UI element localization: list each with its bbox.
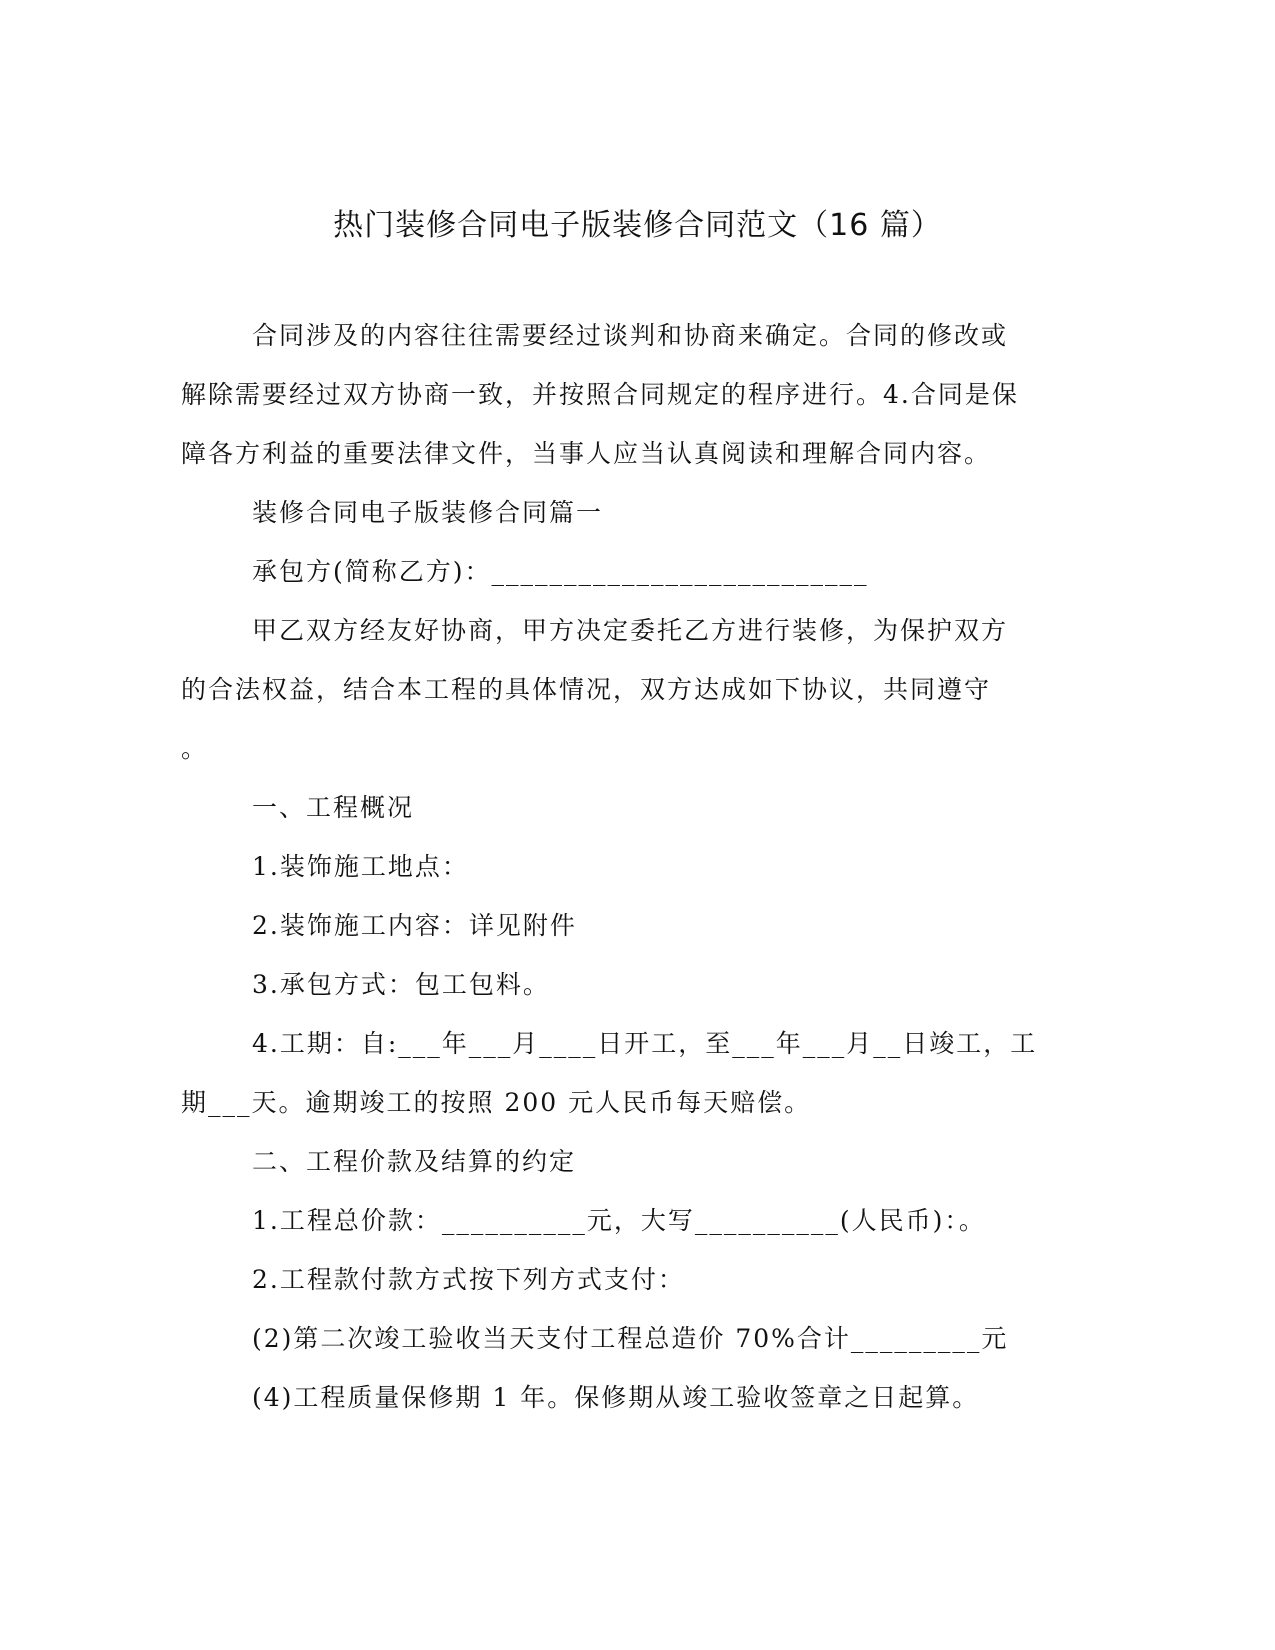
list-item: (2)第二次竣工验收当天支付工程总造价 70%合计_________元 bbox=[252, 1324, 1009, 1353]
list-item: (4)工程质量保修期 1 年。保修期从竣工验收签章之日起算。 bbox=[252, 1383, 980, 1412]
paragraph-line: 障各方利益的重要法律文件，当事人应当认真阅读和理解合同内容。 bbox=[181, 439, 992, 468]
paragraph-line: 期___天。逾期竣工的按照 200 元人民币每天赔偿。 bbox=[181, 1088, 812, 1117]
paragraph-line: 承包方(简称乙方)：__________________________ bbox=[252, 557, 869, 586]
paragraph-line: 解除需要经过双方协商一致，并按照合同规定的程序进行。4.合同是保 bbox=[181, 380, 1019, 409]
list-item: 2.装饰施工内容：详见附件 bbox=[252, 911, 577, 940]
section-heading: 一、工程概况 bbox=[252, 793, 415, 822]
paragraph-line: 合同涉及的内容往往需要经过谈判和协商来确定。合同的修改或 bbox=[252, 321, 1009, 350]
list-item: 1.装饰施工地点： bbox=[252, 852, 469, 881]
list-item: 4.工期：自:___年___月____日开工，至___年___月__日竣工，工 bbox=[252, 1029, 1038, 1058]
section-heading: 二、工程价款及结算的约定 bbox=[252, 1147, 577, 1176]
list-item: 2.工程款付款方式按下列方式支付： bbox=[252, 1265, 685, 1294]
list-item: 1.工程总价款：__________元，大写__________(人民币)：。 bbox=[252, 1206, 986, 1235]
paragraph-line: 甲乙双方经友好协商，甲方决定委托乙方进行装修，为保护双方 bbox=[252, 616, 1009, 645]
paragraph-line: 。 bbox=[181, 734, 209, 763]
list-item: 3.承包方式：包工包料。 bbox=[252, 970, 550, 999]
paragraph-line: 的合法权益，结合本工程的具体情况，双方达成如下协议，共同遵守 bbox=[181, 675, 992, 704]
section-heading: 装修合同电子版装修合同篇一 bbox=[252, 498, 604, 527]
document-title: 热门装修合同电子版装修合同范文（16 篇） bbox=[333, 208, 942, 243]
